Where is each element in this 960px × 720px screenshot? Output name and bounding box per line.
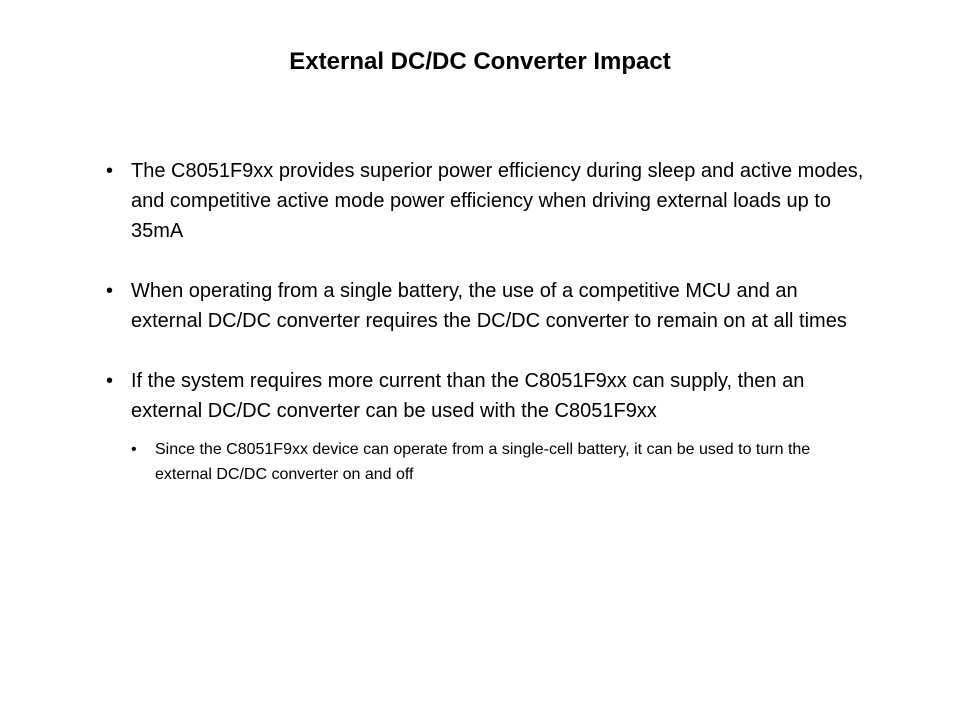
- slide-title: External DC/DC Converter Impact: [289, 48, 671, 75]
- bullet-text: The C8051F9xx provides superior power efficiency during sleep and active modes, and competitive active mode power efficiency when driving external loads up to 35mA: [131, 160, 864, 242]
- bullet-marker: •: [106, 370, 114, 392]
- sub-bullet-item: [131, 437, 866, 487]
- sub-bullet-text: Since the C8051F9xx device can operate from a single-cell battery, it can be used to turn the external DC/DC converter on and off: [155, 441, 811, 483]
- bullet-item: [106, 156, 866, 246]
- bullet-text: If the system requires more current than the C8051F9xx can supply, then an external DC/DC converter can be used with the C8051F9xx: [131, 370, 805, 422]
- bullet-marker: •: [106, 280, 114, 302]
- sub-bullet-marker: •: [131, 441, 137, 458]
- bullet-marker: •: [106, 160, 114, 182]
- sub-bullet-list: [131, 437, 866, 487]
- bullet-item: [106, 276, 866, 336]
- bullet-list: [106, 156, 866, 487]
- bullet-item: [106, 366, 866, 487]
- bullet-text: When operating from a single battery, the use of a competitive MCU and an external DC/DC converter requires the DC/DC converter to remain on at all times: [131, 280, 847, 332]
